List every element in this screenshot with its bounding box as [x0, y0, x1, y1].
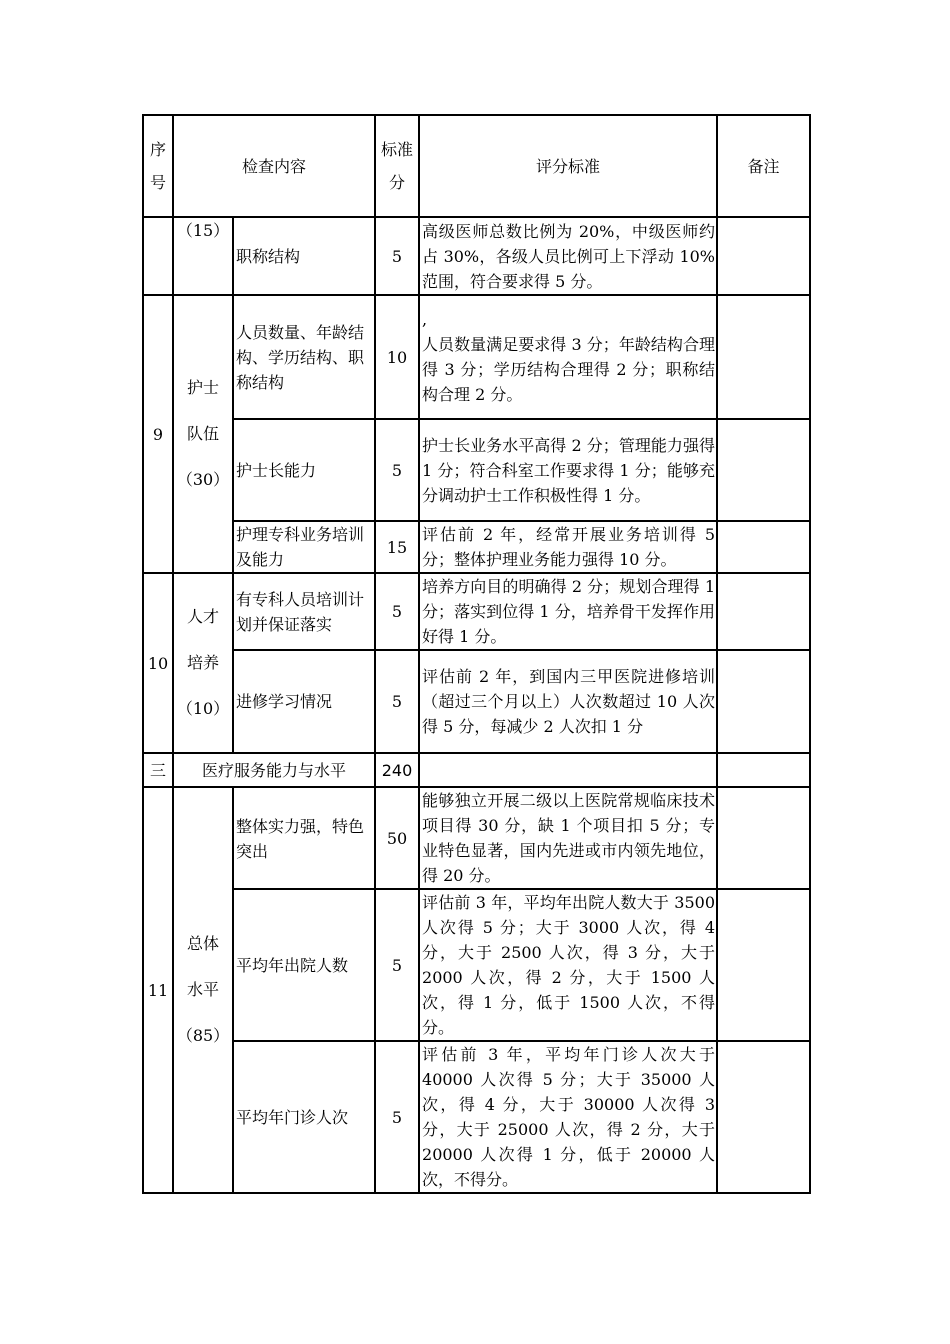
- remark-cell: [717, 521, 810, 573]
- item-score: 5: [375, 1041, 419, 1193]
- item-score: 50: [375, 787, 419, 889]
- item-score: 5: [375, 419, 419, 521]
- remark-cell: [717, 573, 810, 650]
- item-name: 护理专科业务培训及能力: [233, 521, 375, 573]
- category-line: （30）: [176, 470, 230, 489]
- item-criteria: 培养方向目的明确得 2 分；规划合理得 1 分；落实到位得 1 分，培养骨干发挥作用好得 1 分。: [419, 573, 717, 650]
- item-name: 护士长能力: [233, 419, 375, 521]
- table-row: [143, 573, 810, 650]
- section-number: 三: [143, 753, 173, 787]
- item-name: 有专科人员培训计划并保证落实: [233, 573, 375, 650]
- seq-number: 10: [143, 573, 173, 753]
- item-score: 15: [375, 521, 419, 573]
- table-row: [143, 650, 810, 753]
- item-name: 整体实力强，特色突出: [233, 787, 375, 889]
- category-line: 队伍: [186, 424, 219, 443]
- header-score: 标准分: [375, 115, 419, 217]
- header-content: 检查内容: [173, 115, 375, 217]
- item-criteria: 护士长业务水平高得 2 分；管理能力强得 1 分；符合科室工作要求得 1 分；能够充分调动护士工作积极性得 1 分。: [419, 419, 717, 521]
- item-criteria: 评估前 2 年，到国内三甲医院进修培训（超过三个月以上）人次数超过 10 人次得 5 分，每减少 2 人次扣 1 分: [419, 650, 717, 753]
- inspection-scoring-table: [142, 114, 811, 1194]
- item-criteria: 人员数量满足要求得 3 分；年龄结构合理得 3 分；学历结构合理得 2 分；职称结构合理 2 分。: [422, 335, 716, 404]
- item-score: 5: [375, 650, 419, 753]
- category-line: 护士: [186, 378, 219, 397]
- remark-cell: [717, 217, 810, 295]
- document-page: [142, 114, 809, 1194]
- category-line: （85）: [176, 1026, 230, 1045]
- item-name: 进修学习情况: [233, 650, 375, 753]
- table-row: [143, 217, 810, 295]
- header-remark: 备注: [717, 115, 810, 217]
- item-criteria: 高级医师总数比例为 20%，中级医师约占 30%，各级人员比例可上下浮动 10%范围，符合要求得 5 分。: [419, 217, 717, 295]
- table-row: [143, 1041, 810, 1193]
- header-criteria: 评分标准: [419, 115, 717, 217]
- seq-number: 11: [143, 787, 173, 1193]
- section-title: 医疗服务能力与水平: [173, 753, 375, 787]
- item-criteria: 评估前 2 年，经常开展业务培训得 5 分；整体护理业务能力强得 10 分。: [419, 521, 717, 573]
- category-cell: [173, 573, 233, 753]
- table-row: [143, 787, 810, 889]
- category-line: 培养: [186, 653, 219, 672]
- item-criteria: 评估前 3 年，平均年出院人数大于 3500 人次得 5 分；大于 3000 人次，得 4 分，大于 2500 人次，得 3 分，大于 2000 人次，得 2 分，大于 1500 人次，得 1 分，低于 1500 人次，不得分。: [419, 889, 717, 1041]
- remark-cell: [717, 295, 810, 419]
- item-score: 5: [375, 889, 419, 1041]
- remark-cell: [717, 419, 810, 521]
- item-name: 平均年出院人数: [233, 889, 375, 1041]
- table-row: [143, 889, 810, 1041]
- category-line: 总体: [186, 934, 219, 953]
- item-score: 10: [375, 295, 419, 419]
- item-name: 职称结构: [233, 217, 375, 295]
- item-name: 人员数量、年龄结构、学历结构、职称结构: [233, 295, 375, 419]
- item-score: 5: [375, 573, 419, 650]
- category-cell: [173, 787, 233, 1193]
- remark-cell: [717, 650, 810, 753]
- category-line: 水平: [186, 980, 219, 999]
- item-criteria: 能够独立开展二级以上医院常规临床技术项目得 30 分，缺 1 个项目扣 5 分；专业特色显著，国内先进或市内领先地位，得 20 分。: [419, 787, 717, 889]
- seq-number: 9: [143, 295, 173, 573]
- table-row: [143, 295, 810, 419]
- category-cell: [173, 295, 233, 573]
- criteria-cell: [419, 753, 717, 787]
- table-row: [143, 419, 810, 521]
- remark-cell: [717, 1041, 810, 1193]
- sub-number: （15）: [173, 217, 233, 295]
- section-row: [143, 753, 810, 787]
- item-criteria-cell: [419, 295, 717, 419]
- remark-cell: [717, 787, 810, 889]
- criteria-mark: ,: [422, 310, 428, 329]
- remark-cell: [717, 889, 810, 1041]
- item-name: 平均年门诊人次: [233, 1041, 375, 1193]
- item-criteria: 评估前 3 年，平均年门诊人次大于 40000 人次得 5 分；大于 35000 人次，得 4 分，大于 30000 人次得 3 分，大于 25000 人次，得 2 分，大于 20000 人次得 1 分，低于 20000 人次，不得分。: [419, 1041, 717, 1193]
- remark-cell: [717, 753, 810, 787]
- item-score: 5: [375, 217, 419, 295]
- seq-cell: [143, 217, 173, 295]
- table-row: [143, 521, 810, 573]
- category-line: 人才: [186, 607, 219, 626]
- header-seq: 序号: [143, 115, 173, 217]
- table-header-row: [143, 115, 810, 217]
- category-line: （10）: [176, 699, 230, 718]
- section-score: 240: [375, 753, 419, 787]
